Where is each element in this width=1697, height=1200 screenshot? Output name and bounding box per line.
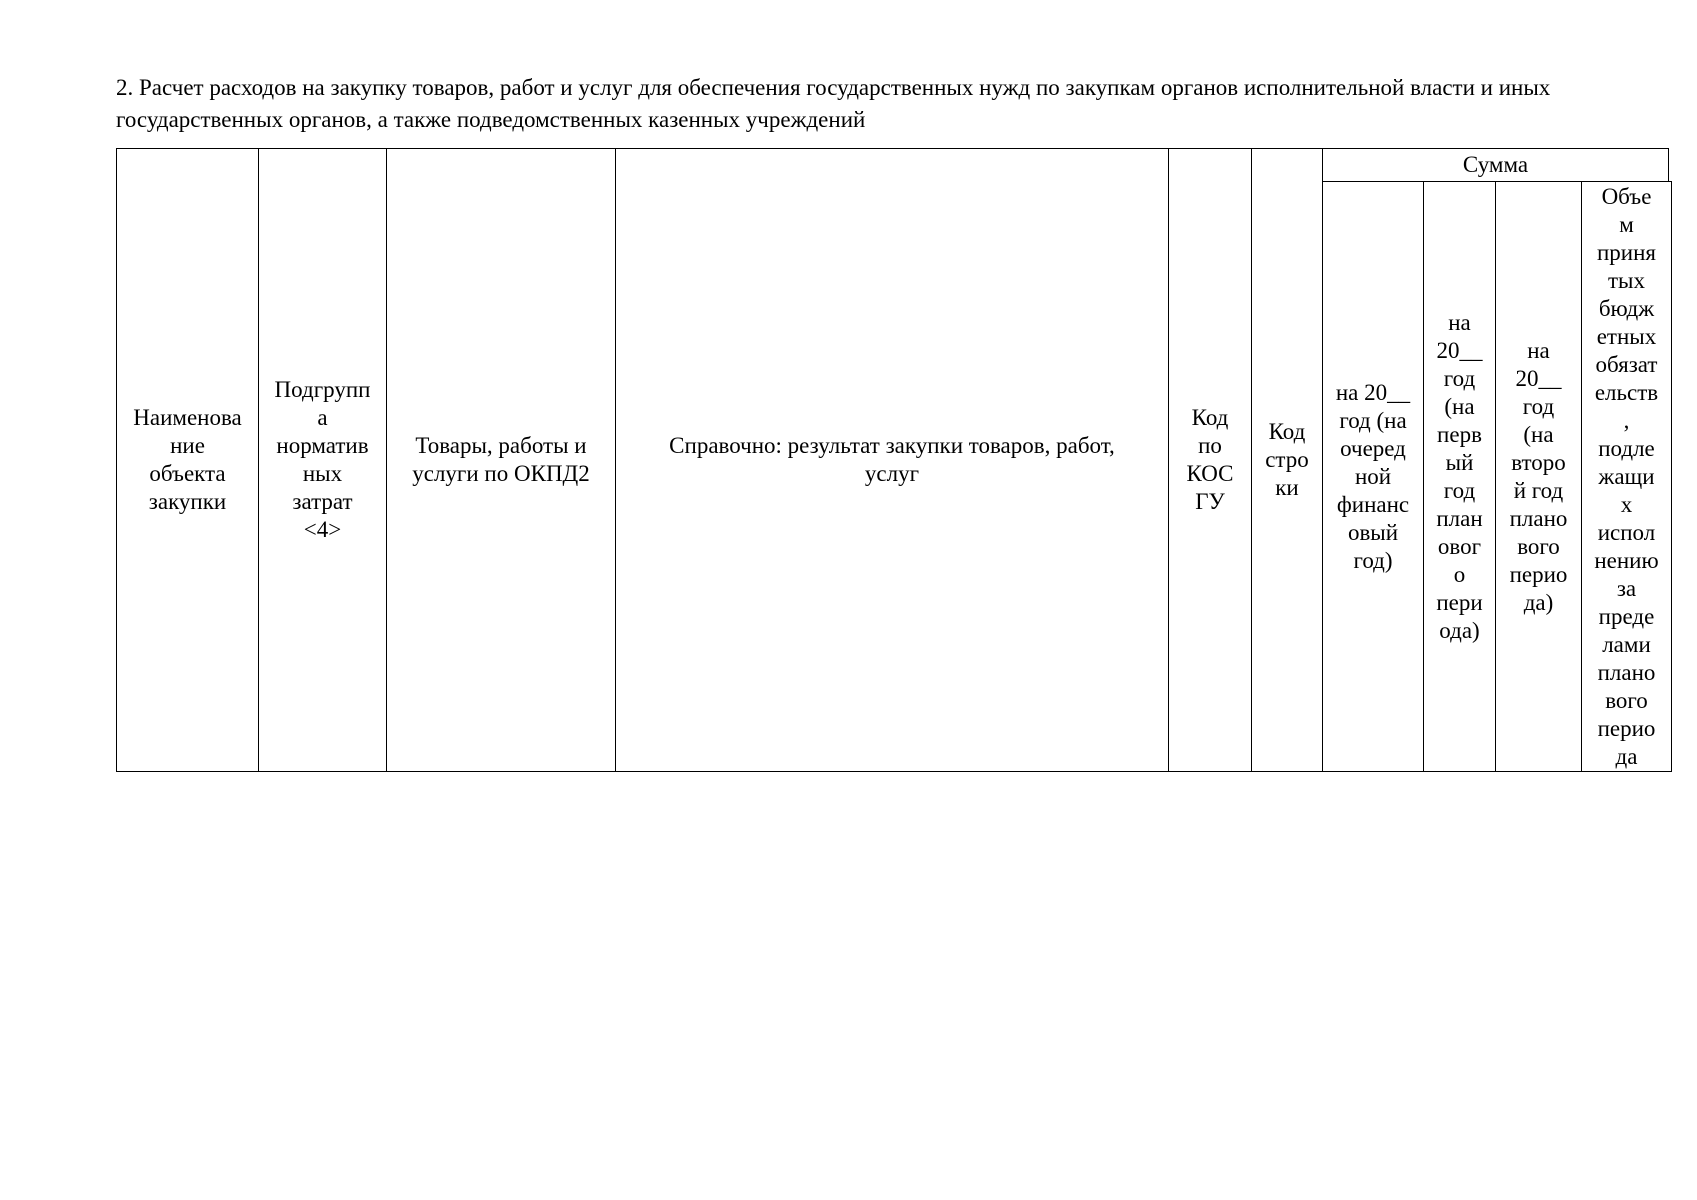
- header-year-current: на 20__ год (на очеред ной финанс овый год): [1335, 379, 1411, 573]
- header-okpd2: Товары, работы и услуги по ОКПД2: [412, 433, 590, 486]
- header-line-code: Код стро ки: [1265, 419, 1309, 500]
- sum-group-right-border: [1668, 148, 1669, 182]
- header-year-first: на 20__ год (на перв ый год план овог о пери ода): [1436, 309, 1483, 643]
- header-procurement-result: Справочно: результат закупки товаров, работ, услуг: [669, 433, 1115, 486]
- header-kosgu-code: Код по КОС ГУ: [1186, 405, 1234, 514]
- table-bottom-border: [116, 771, 1672, 772]
- heading-line-2: государственных органов, а также подведомственных казенных учреждений: [116, 107, 866, 132]
- table-right-border: [1671, 181, 1672, 772]
- header-sum-group: Сумма: [1462, 152, 1529, 177]
- header-object-name: Наименова ние объекта закупки: [133, 405, 242, 514]
- heading-line-1: 2. Расчет расходов на закупку товаров, работ и услуг для обеспечения государственных нужд по закупкам органов исполнительной власти и иных: [116, 75, 1551, 100]
- header-beyond-planning-period: Объе м приня тых бюдж етных обязат ельств , подле жащи х испол нению за преде лами плано вого перио да: [1594, 183, 1659, 769]
- header-norm-subgroup: Подгрупп а норматив ных затрат <4>: [274, 377, 371, 542]
- header-year-second: на 20__ год (на второ й год плано вого перио да): [1509, 337, 1568, 615]
